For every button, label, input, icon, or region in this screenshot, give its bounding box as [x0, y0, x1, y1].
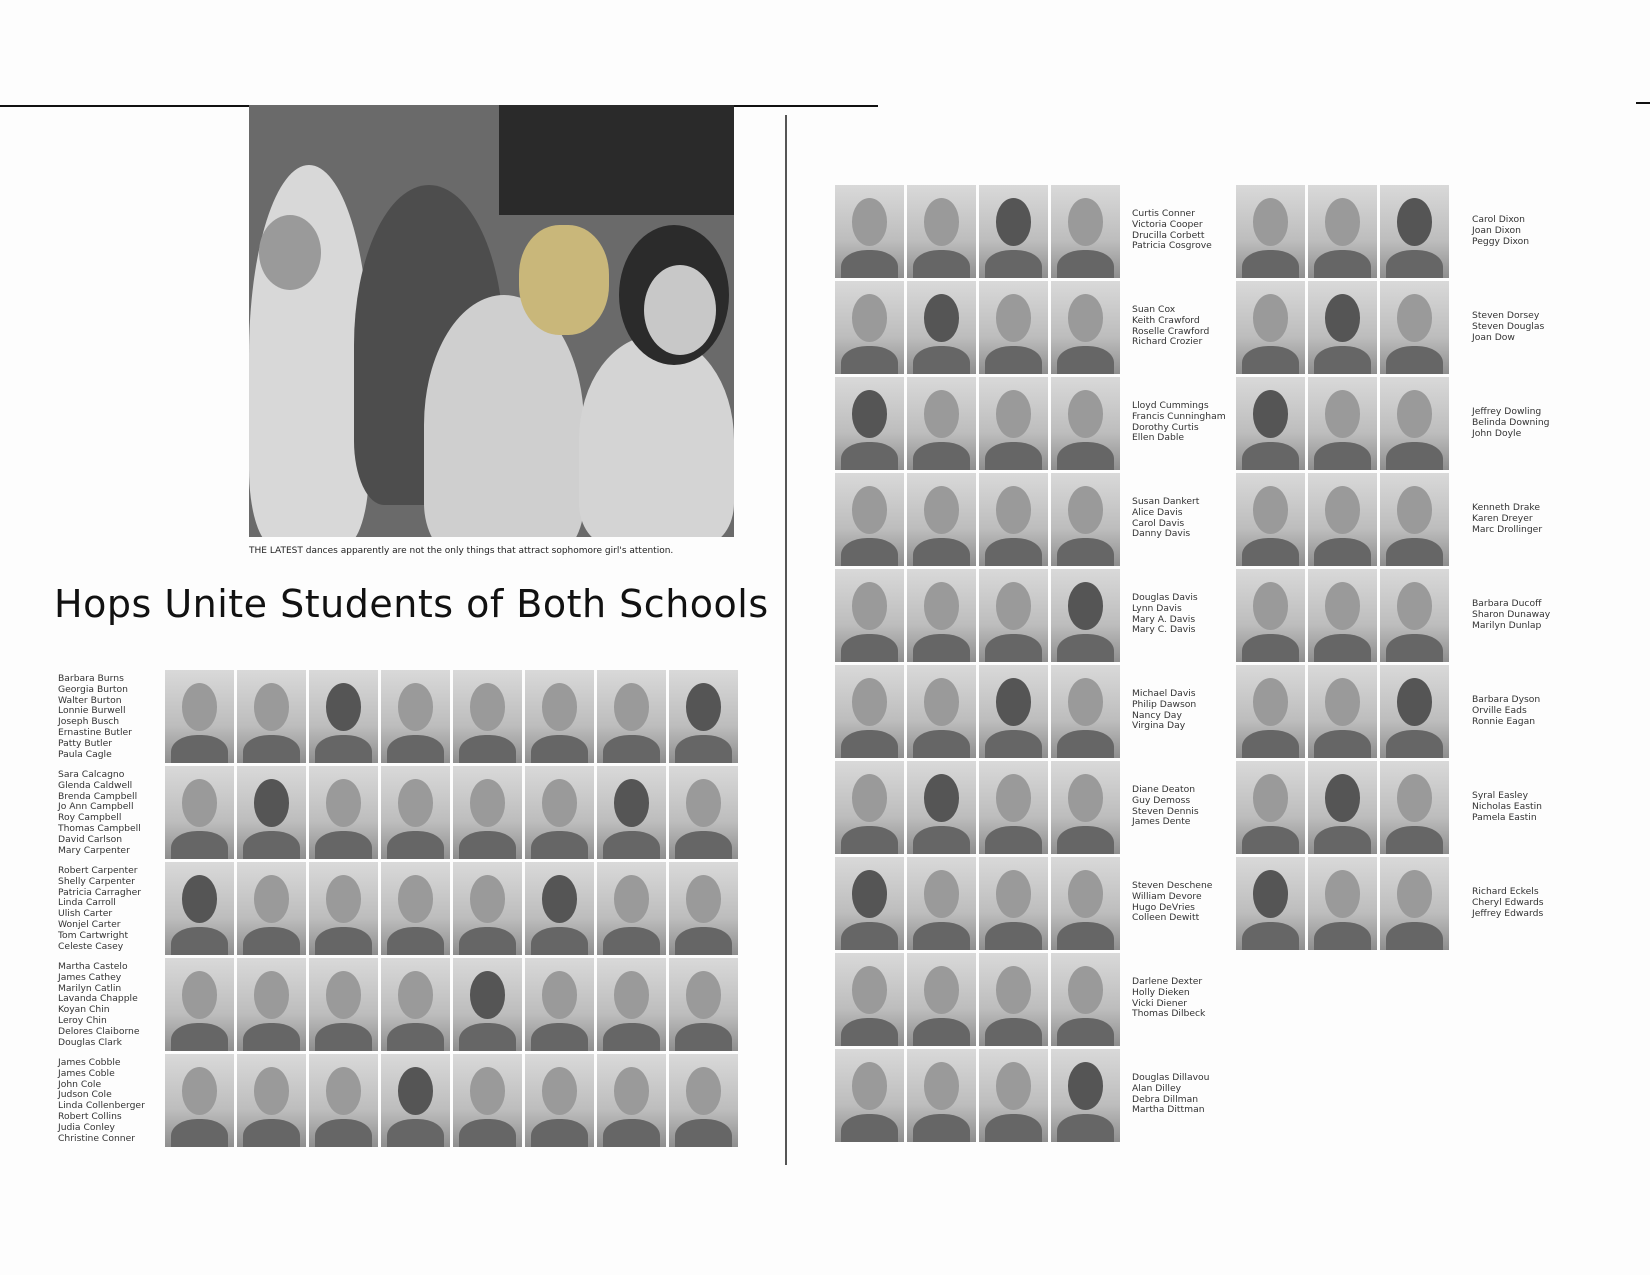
student-name: Carol Davis [1132, 517, 1185, 529]
student-name: Glenda Caldwell [58, 779, 133, 791]
student-name: Steven Deschene [1132, 880, 1213, 891]
portrait-row [165, 670, 738, 763]
student-name: Barbara Dyson [1472, 694, 1541, 705]
student-name: Sharon Dunaway [1472, 608, 1551, 620]
student-name: Thomas Dilbeck [1132, 1008, 1206, 1020]
student-name: James Dente [1132, 816, 1191, 828]
student-name: Steven Dennis [1132, 805, 1199, 817]
portrait-row [1236, 569, 1449, 662]
name-list [1132, 689, 1196, 732]
portrait-row [835, 281, 1120, 374]
student-name: Barbara Ducoff [1472, 598, 1542, 609]
student-name: Lynn Davis [1132, 602, 1182, 614]
student-name: Orville Eads [1472, 704, 1527, 716]
student-portrait [979, 761, 1048, 854]
student-portrait [309, 862, 378, 955]
student-portrait [381, 1054, 450, 1147]
name-list [1472, 887, 1544, 919]
name-list [58, 866, 141, 952]
student-name: Ulish Carter [58, 908, 113, 920]
name-list [1472, 503, 1542, 535]
student-name: Martha Dittman [1132, 1104, 1205, 1116]
student-portrait [907, 473, 976, 566]
student-name: Paula Cagle [58, 748, 112, 760]
student-portrait [669, 1054, 738, 1147]
name-list [58, 770, 141, 856]
student-name: Karen Dreyer [1472, 512, 1533, 524]
student-portrait [1308, 569, 1377, 662]
student-portrait [835, 185, 904, 278]
student-name: Celeste Casey [58, 940, 124, 952]
portrait-row [835, 1049, 1120, 1142]
student-name: Koyan Chin [58, 1004, 110, 1016]
student-portrait [165, 670, 234, 763]
student-name: Joan Dow [1472, 331, 1515, 343]
portrait-row [835, 953, 1120, 1046]
portrait-row [835, 569, 1120, 662]
student-portrait [1308, 665, 1377, 758]
dance-photograph [249, 105, 734, 537]
student-name: Linda Collenberger [58, 1100, 145, 1112]
student-portrait [597, 1054, 666, 1147]
student-portrait [835, 281, 904, 374]
student-name: Francis Cunningham [1132, 410, 1226, 422]
student-portrait [1380, 185, 1449, 278]
student-portrait [1051, 281, 1120, 374]
student-portrait [907, 569, 976, 662]
student-name: Judia Conley [58, 1121, 115, 1133]
student-portrait [453, 1054, 522, 1147]
portrait-row [165, 862, 738, 955]
name-list [1132, 1073, 1209, 1116]
student-portrait [907, 185, 976, 278]
student-portrait [1236, 281, 1305, 374]
student-portrait [907, 1049, 976, 1142]
student-name: Marilyn Dunlap [1472, 619, 1542, 631]
student-portrait [1051, 473, 1120, 566]
student-name: Pamela Eastin [1472, 811, 1537, 823]
top-edge-right [1636, 102, 1650, 104]
student-portrait [835, 953, 904, 1046]
photo-caption: THE LATEST dances apparently are not the only things that attract sophomore girl's attention. [249, 546, 674, 556]
student-name: Roy Campbell [58, 812, 122, 824]
student-portrait [979, 569, 1048, 662]
student-name: Alan Dilley [1132, 1082, 1182, 1094]
student-portrait [165, 766, 234, 859]
student-name: Philip Dawson [1132, 698, 1197, 710]
student-portrait [835, 473, 904, 566]
student-portrait [979, 377, 1048, 470]
student-name: Lavanda Chapple [58, 993, 138, 1005]
student-name: Lloyd Cummings [1132, 400, 1209, 411]
student-portrait [835, 569, 904, 662]
student-name: Douglas Dillavou [1132, 1072, 1210, 1083]
student-portrait [525, 766, 594, 859]
student-portrait [1051, 953, 1120, 1046]
portrait-row [165, 958, 738, 1051]
student-portrait [1236, 569, 1305, 662]
student-name: Lonnie Burwell [58, 705, 126, 717]
student-name: Guy Demoss [1132, 794, 1191, 806]
student-name: Marc Drollinger [1472, 523, 1543, 535]
student-portrait [237, 1054, 306, 1147]
student-name: James Coble [58, 1067, 115, 1079]
student-name: Douglas Davis [1132, 592, 1198, 603]
student-name: Patricia Carragher [58, 886, 141, 898]
student-portrait [453, 958, 522, 1051]
student-name: Patty Butler [58, 737, 113, 749]
student-portrait [907, 665, 976, 758]
student-portrait [1236, 473, 1305, 566]
student-portrait [525, 958, 594, 1051]
name-list [1132, 497, 1199, 540]
student-portrait [907, 761, 976, 854]
student-portrait [669, 862, 738, 955]
student-name: Nicholas Eastin [1472, 800, 1543, 812]
student-name: Marilyn Catlin [58, 982, 122, 994]
student-name: Mary A. Davis [1132, 613, 1196, 625]
student-portrait [1236, 857, 1305, 950]
student-name: Brenda Campbell [58, 790, 138, 802]
student-name: Shelly Carpenter [58, 875, 135, 887]
student-portrait [907, 953, 976, 1046]
page-headline: Hops Unite Students of Both Schools [54, 582, 769, 626]
portrait-row [835, 665, 1120, 758]
student-portrait [381, 862, 450, 955]
portrait-row [1236, 857, 1449, 950]
student-portrait [979, 1049, 1048, 1142]
portrait-row [835, 857, 1120, 950]
student-portrait [669, 766, 738, 859]
student-name: Drucilla Corbett [1132, 229, 1205, 241]
student-portrait [453, 862, 522, 955]
student-portrait [1308, 185, 1377, 278]
student-portrait [381, 670, 450, 763]
student-portrait [237, 766, 306, 859]
student-name: Diane Deaton [1132, 784, 1196, 795]
student-portrait [835, 377, 904, 470]
portrait-row [835, 761, 1120, 854]
student-name: Joseph Busch [58, 716, 120, 728]
student-name: David Carlson [58, 833, 123, 845]
student-name: Carol Dixon [1472, 214, 1525, 225]
student-portrait [453, 766, 522, 859]
student-portrait [1380, 857, 1449, 950]
student-name: Ellen Dable [1132, 432, 1185, 444]
student-portrait [165, 1054, 234, 1147]
student-name: Mary C. Davis [1132, 624, 1196, 636]
student-portrait [1308, 857, 1377, 950]
student-name: Thomas Campbell [58, 822, 141, 834]
student-name: William Devore [1132, 890, 1202, 902]
student-name: Jeffrey Edwards [1472, 907, 1544, 919]
portrait-row [835, 377, 1120, 470]
student-name: Hugo DeVries [1132, 901, 1195, 913]
student-name: Syral Easley [1472, 790, 1529, 801]
student-portrait [525, 1054, 594, 1147]
student-portrait [1236, 377, 1305, 470]
student-name: Robert Carpenter [58, 865, 138, 876]
name-list [1472, 695, 1540, 727]
student-name: John Doyle [1472, 427, 1522, 439]
portrait-row [1236, 473, 1449, 566]
student-name: Michael Davis [1132, 688, 1196, 699]
student-portrait [979, 857, 1048, 950]
student-name: Kenneth Drake [1472, 502, 1540, 513]
student-portrait [1051, 377, 1120, 470]
student-name: Cheryl Edwards [1472, 896, 1544, 908]
student-portrait [1051, 857, 1120, 950]
page-gutter [785, 115, 787, 1165]
student-name: Holly Dieken [1132, 986, 1190, 998]
student-name: Leroy Chin [58, 1014, 107, 1026]
student-portrait [237, 862, 306, 955]
student-name: Suan Cox [1132, 304, 1176, 315]
student-name: Joan Dixon [1472, 224, 1521, 236]
portrait-row [1236, 665, 1449, 758]
student-portrait [1380, 473, 1449, 566]
student-name: Walter Burton [58, 694, 122, 706]
student-name: Colleen Dewitt [1132, 912, 1200, 924]
portrait-row [1236, 377, 1449, 470]
student-name: Tom Cartwright [58, 929, 129, 941]
student-portrait [979, 953, 1048, 1046]
student-portrait [525, 862, 594, 955]
name-list [1472, 311, 1544, 343]
student-portrait [907, 281, 976, 374]
name-list [1472, 599, 1550, 631]
student-name: Barbara Burns [58, 673, 124, 684]
student-portrait [1051, 185, 1120, 278]
student-name: Richard Crozier [1132, 336, 1203, 348]
student-name: Victoria Cooper [1132, 218, 1203, 230]
portrait-row [165, 766, 738, 859]
student-portrait [237, 958, 306, 1051]
student-portrait [835, 665, 904, 758]
student-name: Dorothy Curtis [1132, 421, 1199, 433]
student-name: Sara Calcagno [58, 769, 125, 780]
name-list [1472, 407, 1550, 439]
student-portrait [1051, 665, 1120, 758]
student-name: John Cole [58, 1078, 102, 1090]
student-name: Curtis Conner [1132, 208, 1195, 219]
name-list [1132, 209, 1212, 252]
student-portrait [1051, 1049, 1120, 1142]
portrait-row [835, 185, 1120, 278]
student-name: Keith Crawford [1132, 314, 1200, 326]
student-portrait [309, 958, 378, 1051]
name-list [58, 962, 140, 1048]
student-portrait [979, 665, 1048, 758]
student-name: Roselle Crawford [1132, 325, 1210, 337]
student-name: Patricia Cosgrove [1132, 240, 1212, 252]
student-portrait [835, 761, 904, 854]
student-portrait [1380, 761, 1449, 854]
student-portrait [597, 766, 666, 859]
portrait-row [165, 1054, 738, 1147]
name-list [1132, 785, 1199, 828]
student-name: Wonjel Carter [58, 918, 121, 930]
student-portrait [907, 857, 976, 950]
student-portrait [835, 857, 904, 950]
student-name: Georgia Burton [58, 683, 128, 695]
name-list [1132, 881, 1212, 924]
student-portrait [1051, 569, 1120, 662]
student-name: Virgina Day [1132, 720, 1186, 732]
student-name: Delores Claiborne [58, 1025, 140, 1037]
student-portrait [1308, 281, 1377, 374]
student-portrait [669, 958, 738, 1051]
student-portrait [1308, 473, 1377, 566]
name-list [1472, 791, 1542, 823]
student-portrait [835, 1049, 904, 1142]
student-portrait [237, 670, 306, 763]
name-list [1132, 401, 1226, 444]
student-name: Vicki Diener [1132, 997, 1188, 1009]
student-portrait [979, 185, 1048, 278]
student-name: James Cathey [58, 971, 122, 983]
name-list [1132, 593, 1198, 636]
student-name: Jo Ann Campbell [58, 801, 134, 813]
student-portrait [1308, 377, 1377, 470]
student-portrait [979, 473, 1048, 566]
student-portrait [669, 670, 738, 763]
student-portrait [1051, 761, 1120, 854]
student-portrait [309, 1054, 378, 1147]
student-portrait [1380, 569, 1449, 662]
student-name: Belinda Downing [1472, 416, 1550, 428]
student-portrait [597, 862, 666, 955]
student-portrait [1380, 665, 1449, 758]
student-name: Darlene Dexter [1132, 976, 1203, 987]
student-portrait [907, 377, 976, 470]
student-name: James Cobble [58, 1057, 121, 1068]
student-name: Robert Collins [58, 1110, 122, 1122]
name-list [1132, 977, 1205, 1020]
student-name: Jeffrey Dowling [1472, 406, 1542, 417]
student-portrait [381, 766, 450, 859]
student-name: Christine Conner [58, 1132, 136, 1144]
student-portrait [979, 281, 1048, 374]
student-portrait [309, 766, 378, 859]
student-portrait [597, 670, 666, 763]
student-portrait [1236, 665, 1305, 758]
student-portrait [1236, 761, 1305, 854]
student-name: Susan Dankert [1132, 496, 1200, 507]
student-portrait [597, 958, 666, 1051]
student-portrait [165, 862, 234, 955]
student-name: Mary Carpenter [58, 844, 130, 856]
student-name: Steven Douglas [1472, 320, 1545, 332]
student-name: Ernastine Butler [58, 726, 132, 738]
name-list [58, 1058, 145, 1144]
student-name: Debra Dillman [1132, 1093, 1199, 1105]
student-name: Martha Castelo [58, 961, 128, 972]
name-list [1132, 305, 1209, 348]
portrait-row [835, 473, 1120, 566]
student-name: Danny Davis [1132, 528, 1191, 540]
student-name: Linda Carroll [58, 897, 116, 909]
student-portrait [1308, 761, 1377, 854]
student-portrait [381, 958, 450, 1051]
name-list [58, 674, 132, 760]
student-name: Douglas Clark [58, 1036, 122, 1048]
portrait-row [1236, 281, 1449, 374]
student-name: Steven Dorsey [1472, 310, 1540, 321]
portrait-row [1236, 761, 1449, 854]
student-portrait [1380, 281, 1449, 374]
student-name: Ronnie Eagan [1472, 715, 1536, 727]
student-name: Richard Eckels [1472, 886, 1539, 897]
student-portrait [165, 958, 234, 1051]
student-portrait [453, 670, 522, 763]
student-name: Alice Davis [1132, 506, 1183, 518]
student-portrait [309, 670, 378, 763]
student-name: Judson Cole [58, 1089, 112, 1101]
student-name: Peggy Dixon [1472, 235, 1530, 247]
student-portrait [1236, 185, 1305, 278]
student-name: Nancy Day [1132, 709, 1182, 721]
student-portrait [525, 670, 594, 763]
name-list [1472, 215, 1529, 247]
student-portrait [1380, 377, 1449, 470]
portrait-row [1236, 185, 1449, 278]
